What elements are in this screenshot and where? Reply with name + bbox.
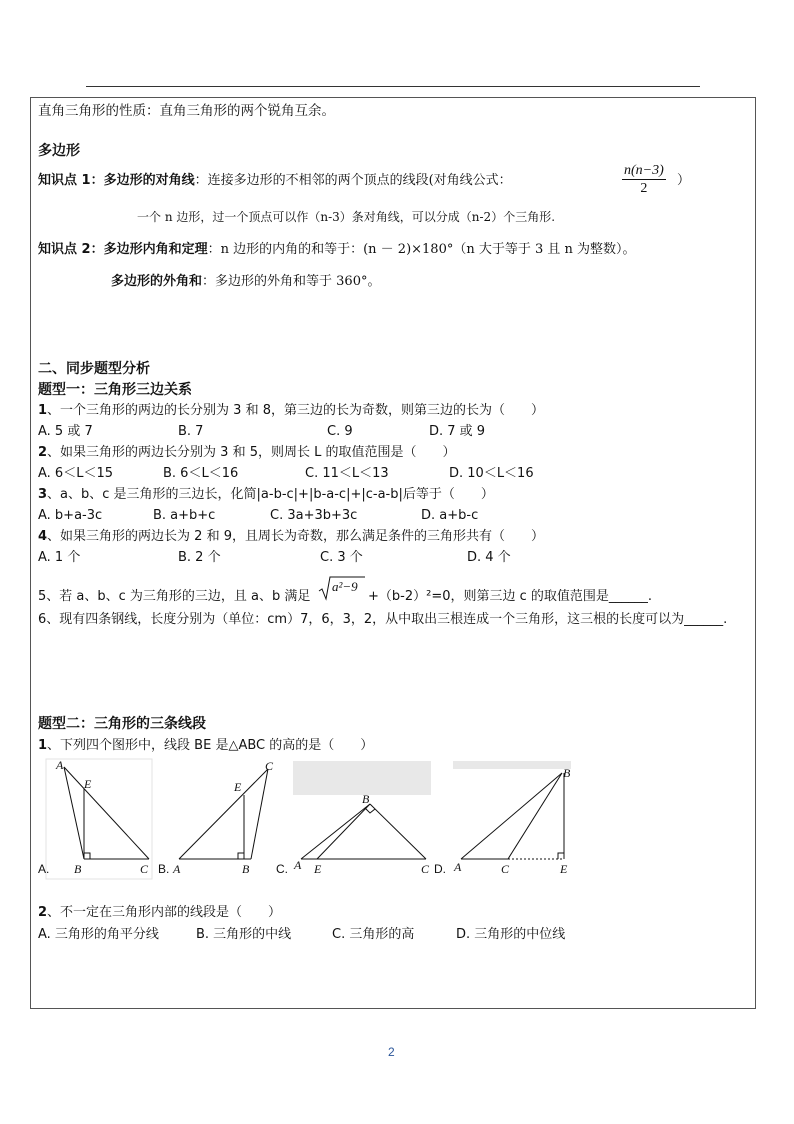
- q3-option-a: A. b+a-3c: [38, 508, 103, 523]
- fig-c-label-c: C: [421, 862, 430, 876]
- q4-option-c: C. 3 个: [320, 550, 363, 565]
- q2-option-d: D. 10＜L＜16: [449, 466, 534, 481]
- fig-a-label-c: C: [140, 862, 149, 876]
- fig-a-option: A.: [38, 862, 50, 876]
- t2q2-option-c: C. 三角形的高: [332, 927, 415, 942]
- radicand: a²−9: [332, 579, 358, 594]
- header-rule: [86, 86, 700, 87]
- fig-d-label-e: E: [560, 862, 568, 876]
- fig-c-option: C.: [276, 862, 288, 876]
- polygon-heading: 多边形: [38, 143, 80, 159]
- q1-option-d: D. 7 或 9: [429, 424, 486, 439]
- fig-d-label-b: B: [563, 766, 571, 780]
- q2-option-a: A. 6＜L＜15: [38, 466, 113, 481]
- fig-b-label-a: A: [173, 862, 181, 876]
- fig-b-label-c: C: [265, 759, 274, 773]
- fig-d-label-c: C: [501, 862, 510, 876]
- question-5-text: 5、若 a、b、c 为三角形的三边，且 a、b 满足: [38, 589, 311, 604]
- kp1-label: 知识点 1：多边形的对角线: [38, 173, 195, 188]
- fig-a-label-e: E: [84, 777, 92, 791]
- type2-heading: 题型二：三角形的三条线段: [38, 716, 206, 732]
- type2-question-1: 1、下列四个图形中，线段 BE 是△ABC 的高的是（ ）: [38, 738, 374, 753]
- question-1: 1、一个三角形的两边的长分别为 3 和 8，第三边的长为奇数，则第三边的长为（ ）: [38, 403, 544, 418]
- fig-d-label-a: A: [454, 860, 462, 874]
- question-6: 6、现有四条钢线，长度分别为（单位：cm）7，6，3，2，从中取出三根连成一个三角形，这三根的长度可以为______.: [38, 612, 728, 627]
- type2-question-2: 2、不一定在三角形内部的线段是（ ）: [38, 905, 282, 920]
- ext-text: ：多边形的外角和等于 360°。: [202, 274, 381, 289]
- q4-option-a: A. 1 个: [38, 550, 81, 565]
- fig-d-option: D.: [434, 862, 446, 876]
- question-4: 4、如果三角形的两边长为 2 和 9，且周长为奇数，那么满足条件的三角形共有（ ）: [38, 529, 544, 544]
- formula-numerator: n(n−3): [624, 163, 664, 178]
- fig-c-label-b: B: [362, 792, 370, 806]
- right-triangle-property: 直角三角形的性质：直角三角形的两个锐角互余。: [38, 103, 335, 119]
- section-title: 二、同步题型分析: [38, 361, 150, 377]
- fig-a-label-a: A: [56, 758, 64, 772]
- triangle-figures: [36, 757, 756, 880]
- q1-option-a: A. 5 或 7: [38, 424, 93, 439]
- figure-c: [293, 761, 431, 876]
- kp1-detail: 一个 n 边形，过一个顶点可以作（n-3）条对角线，可以分成（n-2）个三角形.: [137, 210, 556, 224]
- figure-a: [46, 758, 152, 879]
- fig-a-label-b: B: [74, 862, 82, 876]
- question-5-tail: +（b-2）²=0，则第三边 c 的取值范围是______.: [368, 589, 653, 604]
- fig-b-label-e: E: [234, 780, 242, 794]
- question-3: 3、a、b、c 是三角形的三边长，化简|a-b-c|+|b-a-c|+|c-a-b|后等于（ ）: [38, 487, 494, 502]
- fig-c-label-e: E: [314, 862, 322, 876]
- kp1-text: ：连接多边形的不相邻的两个顶点的线段(对角线公式：: [194, 173, 512, 188]
- knowledge-point-1: [38, 173, 512, 189]
- knowledge-point-2: [38, 242, 636, 258]
- t2q2-option-b: B. 三角形的中线: [196, 927, 292, 942]
- page-number: 2: [388, 1045, 395, 1059]
- type1-heading: 题型一：三角形三边关系: [38, 382, 192, 398]
- kp2-label: 知识点 2：多边形内角和定理: [38, 242, 208, 257]
- exterior-angle: [111, 274, 380, 290]
- fig-b-option: B.: [158, 862, 170, 876]
- q3-option-c: C. 3a+3b+3c: [270, 508, 358, 523]
- q2-option-c: C. 11＜L＜13: [305, 466, 389, 481]
- kp1-close: ）: [677, 173, 691, 188]
- figure-d: [453, 761, 571, 876]
- q2-option-b: B. 6＜L＜16: [163, 466, 239, 481]
- figure-b: [172, 759, 274, 876]
- fig-b-label-b: B: [242, 862, 250, 876]
- q4-option-d: D. 4 个: [467, 550, 511, 565]
- ext-label: 多边形的外角和: [111, 274, 203, 289]
- question-2: 2、如果三角形的两边长分别为 3 和 5，则周长 L 的取值范围是（ ）: [38, 445, 456, 460]
- q3-option-d: D. a+b-c: [421, 508, 479, 523]
- q1-option-c: C. 9: [327, 424, 353, 439]
- t2q2-option-d: D. 三角形的中位线: [456, 927, 566, 942]
- q4-option-b: B. 2 个: [178, 550, 221, 565]
- diagonal-formula: [622, 162, 666, 198]
- formula-denominator: 2: [640, 181, 648, 196]
- kp2-text: ：n 边形的内角的和等于：(n － 2)×180°（n 大于等于 3 且 n 为整数）。: [207, 242, 636, 257]
- q1-option-b: B. 7: [178, 424, 204, 439]
- q3-option-b: B. a+b+c: [153, 508, 216, 523]
- t2q2-option-a: A. 三角形的角平分线: [38, 927, 159, 942]
- fig-c-label-a: A: [294, 858, 302, 872]
